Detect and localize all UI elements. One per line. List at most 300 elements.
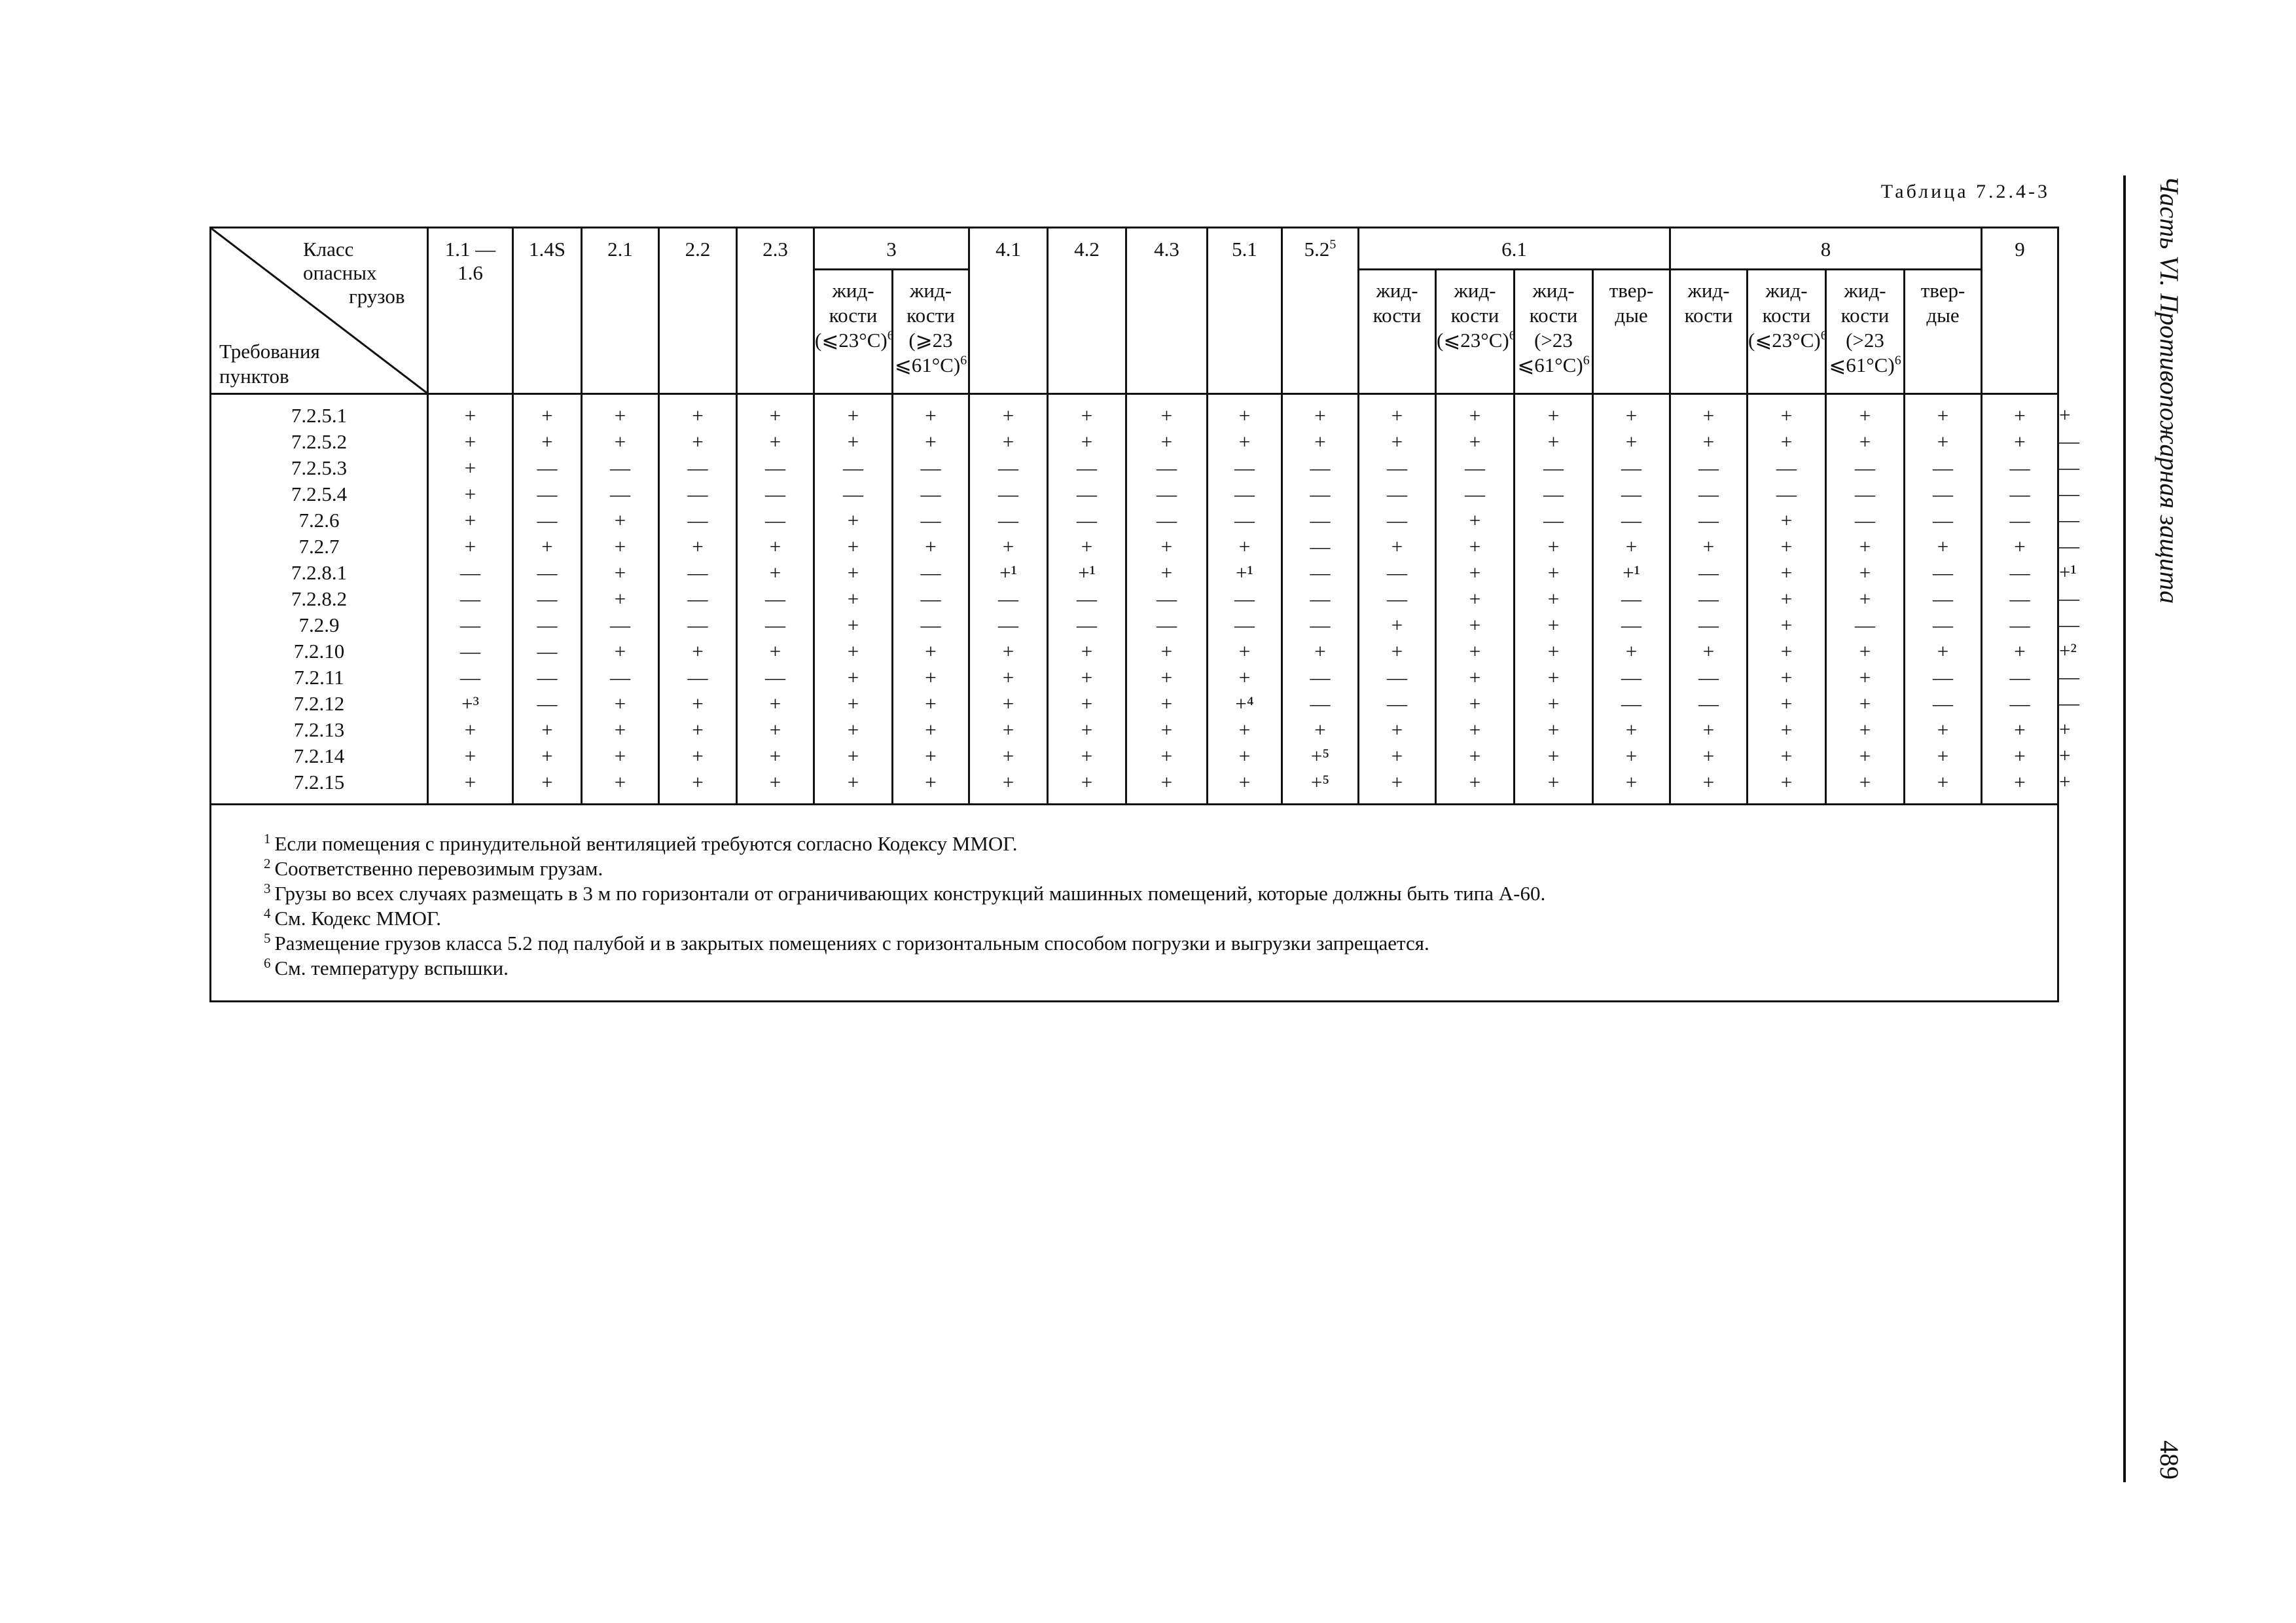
table-cell: + <box>1469 666 1481 689</box>
table-cell: — <box>1387 509 1407 532</box>
footnote <box>264 956 2057 981</box>
subheader-8-liquid <box>1670 270 1748 394</box>
table-cell: + <box>1160 771 1173 793</box>
table-cell: + <box>1547 535 1560 558</box>
footnote-ref: 6 <box>1509 328 1516 343</box>
table-cell: + <box>1547 613 1560 636</box>
table-cell: — <box>610 613 630 636</box>
table-cell: + <box>1625 430 1638 453</box>
table-cell: — <box>1310 509 1331 532</box>
table-cell: — <box>687 456 708 479</box>
table-cell: — <box>537 692 558 715</box>
table-cell: — <box>1310 692 1331 715</box>
subheader-6-1-liquid <box>1359 270 1436 394</box>
table-cell: — <box>1077 587 1097 610</box>
table-cell: + <box>1859 771 1871 793</box>
table-cell: — <box>1387 561 1407 584</box>
table-cell: + <box>1314 640 1326 663</box>
table-cell: + <box>1547 561 1560 584</box>
class-value-column <box>1359 394 1436 805</box>
subheader-line: (⩾23 <box>908 329 953 352</box>
class-value-column <box>1905 394 1982 805</box>
table-cell: + <box>1469 692 1481 715</box>
class-value-column <box>814 394 893 805</box>
subheader-6-1-liquid-le23 <box>1436 270 1515 394</box>
corner-class-label <box>290 238 405 308</box>
requirement-id: 7.2.5.3 <box>291 456 348 479</box>
footnote <box>264 881 2057 906</box>
table-cell: + <box>1081 744 1093 767</box>
subheader-line: кости <box>1450 304 1499 327</box>
footnote-number: 2 <box>264 855 271 871</box>
corner-header <box>211 228 428 394</box>
table-cell: + <box>925 744 937 767</box>
footnote-text: См. температуру вспышки. <box>274 957 509 979</box>
footnote-text: См. Кодекс ММОГ. <box>274 907 442 930</box>
table-cell: + <box>1391 404 1403 427</box>
table-cell: — <box>1310 613 1331 636</box>
table-cell: + <box>1702 718 1715 741</box>
footnote-text: Грузы во всех случаях размещать в 3 м по горизонтали от ограничивающих конструкций машинных помещений, которые должны быть типа А-60. <box>274 882 1546 905</box>
table-cell: — <box>1234 613 1255 636</box>
class-value-column <box>1515 394 1593 805</box>
table-cell: +⁵ <box>1310 744 1330 767</box>
table-cell: + <box>1469 509 1481 532</box>
requirement-id: 7.2.12 <box>293 692 345 715</box>
subheader-line: жид- <box>1376 279 1418 302</box>
table-cell: + <box>1081 430 1093 453</box>
table-cell: — <box>765 587 785 610</box>
table-cell: — <box>537 509 558 532</box>
class-value-column <box>659 394 737 805</box>
table-cell: + <box>925 666 937 689</box>
table-cell: + <box>541 771 553 793</box>
table-cell: + <box>1859 666 1871 689</box>
table-cell: + <box>1469 561 1481 584</box>
table-cell: — <box>765 613 785 636</box>
table-cell: — <box>920 561 941 584</box>
table-cell: + <box>2014 430 2026 453</box>
table-cell: + <box>1160 640 1173 663</box>
requirement-id: 7.2.8.1 <box>291 561 348 584</box>
subheader-8-liquid-le23 <box>1748 270 1826 394</box>
table-cell: + <box>1160 561 1173 584</box>
table-cell: + <box>1937 744 1949 767</box>
subheader-line: жид- <box>1687 279 1730 302</box>
table-cell: + <box>1859 430 1871 453</box>
table-cell: + <box>614 587 626 610</box>
subheader-line: ⩽61°С) <box>1517 354 1583 376</box>
table-cell: + <box>464 509 476 532</box>
corner-class-line: Класс <box>303 238 354 261</box>
table-cell: + <box>1002 744 1014 767</box>
table-cell: — <box>1621 613 1641 636</box>
subheader-line: (⩽23°С) <box>1437 329 1509 352</box>
table-cell: + <box>1469 613 1481 636</box>
table-cell: + <box>1780 430 1793 453</box>
footnote-number: 6 <box>264 955 271 971</box>
subheader-line: (⩽23°С) <box>815 329 888 352</box>
table-cell: + <box>692 535 704 558</box>
requirement-id: 7.2.13 <box>293 718 345 741</box>
table-cell: + <box>1081 404 1093 427</box>
table-cell: — <box>1855 613 1875 636</box>
table-cell: — <box>920 587 941 610</box>
table-cell: + <box>1002 692 1014 715</box>
table-cell: + <box>1081 771 1093 793</box>
table-cell: — <box>687 561 708 584</box>
subheader-line: жид- <box>1532 279 1575 302</box>
header-class-3: 3 <box>814 228 969 270</box>
table-cell: — <box>1543 483 1564 505</box>
footnote-ref: 6 <box>1894 353 1901 368</box>
requirement-id: 7.2.15 <box>293 771 345 793</box>
header-class-2-3: 2.3 <box>737 228 814 394</box>
table-cell: + <box>614 404 626 427</box>
table-cell: + <box>692 404 704 427</box>
table-cell: — <box>537 483 558 505</box>
table-cell: — <box>1387 666 1407 689</box>
table-cell: — <box>1855 509 1875 532</box>
table-cell: + <box>614 535 626 558</box>
table-cell: + <box>692 771 704 793</box>
table-cell: + <box>847 744 859 767</box>
table-cell: — <box>1698 587 1719 610</box>
table-cell: + <box>1702 404 1715 427</box>
table-cell: + <box>1391 744 1403 767</box>
table-cell: + <box>769 771 781 793</box>
table-cell: — <box>460 587 480 610</box>
table-cell: + <box>1780 666 1793 689</box>
table-cell: — <box>1698 666 1719 689</box>
table-cell: — <box>1465 483 1485 505</box>
requirements-column <box>211 394 428 805</box>
table-cell: — <box>687 483 708 505</box>
table-cell: + <box>1625 744 1638 767</box>
running-head-text: Часть VI. Противопожарная защита <box>2155 175 2184 604</box>
table-cell: + <box>1391 640 1403 663</box>
table-cell: — <box>1310 483 1331 505</box>
table-cell: — <box>1543 509 1564 532</box>
subheader-line: дые <box>1615 304 1648 327</box>
subheader-line: (>23 <box>1534 329 1573 352</box>
table-cell: + <box>1160 692 1173 715</box>
table-cell: + <box>769 718 781 741</box>
header-class-4-3: 4.3 <box>1126 228 1208 394</box>
table-cell: — <box>1933 509 1953 532</box>
footnote-text: Если помещения с принудительной вентиляцией требуются согласно Кодексу ММОГ. <box>274 832 1018 855</box>
table-cell: — <box>765 483 785 505</box>
table-cell: + <box>1780 404 1793 427</box>
table-cell: — <box>687 666 708 689</box>
class-value-column <box>969 394 1048 805</box>
table-cell: — <box>1234 456 1255 479</box>
class-value-column <box>1748 394 1826 805</box>
requirement-id: 7.2.10 <box>293 640 345 663</box>
table-cell: + <box>464 456 476 479</box>
table-cell: — <box>2009 613 2030 636</box>
table-cell: — <box>998 509 1018 532</box>
table-cell: + <box>1081 692 1093 715</box>
table-cell: — <box>765 666 785 689</box>
table-cell: + <box>614 718 626 741</box>
table-cell: + <box>1469 535 1481 558</box>
table-cell: — <box>2009 692 2030 715</box>
table-cell: + <box>1547 744 1560 767</box>
table-cell: + <box>1780 613 1793 636</box>
table-cell: — <box>1698 692 1719 715</box>
table-cell: + <box>692 744 704 767</box>
table-cell: — <box>1234 587 1255 610</box>
table-cell: + <box>1937 535 1949 558</box>
table-cell: + <box>2014 744 2026 767</box>
table-cell: — <box>537 613 558 636</box>
table-cell: + <box>925 430 937 453</box>
table-cell: + <box>2014 640 2026 663</box>
subheader-line: кости <box>1840 304 1890 327</box>
subheader-8-solid <box>1905 270 1982 394</box>
table-cell: — <box>1234 483 1255 505</box>
requirement-id: 7.2.8.2 <box>291 587 348 610</box>
table-cell: + <box>541 404 553 427</box>
table-cell: — <box>687 613 708 636</box>
table-cell: — <box>1776 483 1797 505</box>
table-cell: + <box>1391 430 1403 453</box>
corner-requirements-label <box>219 339 320 389</box>
footnote-ref: 6 <box>960 353 967 368</box>
requirement-id: 7.2.6 <box>298 509 340 532</box>
table-cell: + <box>847 692 859 715</box>
table-cell: + <box>925 771 937 793</box>
table-cell: + <box>1547 692 1560 715</box>
header-class-6-1: 6.1 <box>1359 228 1670 270</box>
table-cell: + <box>1547 404 1560 427</box>
table-cell: + <box>769 640 781 663</box>
header-class-4-2: 4.2 <box>1048 228 1126 394</box>
table-cell: + <box>1859 692 1871 715</box>
class-value-column <box>428 394 513 805</box>
subheader-line: ⩽61°С) <box>1829 354 1895 376</box>
table-cell: + <box>1238 718 1251 741</box>
footnote-ref: 6 <box>1820 328 1827 343</box>
table-cell: + <box>925 640 937 663</box>
table-cell: + <box>769 404 781 427</box>
table-cell: — <box>1621 666 1641 689</box>
table-cell: — <box>998 587 1018 610</box>
table-cell: + <box>464 483 476 505</box>
table-cell: — <box>843 456 863 479</box>
header-class-1-1-1-6 <box>428 228 513 394</box>
table-cell: + <box>1547 587 1560 610</box>
subheader-line: кости <box>1762 304 1811 327</box>
table-cell: + <box>925 404 937 427</box>
requirements-body: 7.2.5.1 7.2.5.2 7.2.5.3 7.2.5.4 7.2.6 7.2.7 7.2.8.1 7.2.8.2 7.2.9 7.2.10 7.2.11 7.2.12 7.2.13 7.2.14 7.2.15 + + + + + + — — — — — +³ + + + + + — — — + — — — — — — + + + + + — — + + + + — + — + + + + + + — — — + — — — + — + + + + + + — — — + + — — + — + + + + + + — — + + + + + + + + + + + + + — — — + — — — + + + + + + + + — — — + +¹ — — + + + + + + + + — — — + +¹ — — + + + + + + + + — — — + + — — + + + + + + + + — — — + +¹ — — + + +⁴ + + + + + — — — — — — — + — — + +⁵ +⁵ + + — — — + — — + + — — + + + + + — — + + + + + + + + + + + + + — — — + + + + + + + + + + + + — — — + +¹ — — + — — + + + + + — — — + — — — + — — + + + + + — — + + + + + + + + + + + + + — — — + + + — + + + + + + + + — — — + — — — + — — + + + + + — — — + — — — + — — + + + + — — — — — +¹ — — +² — — + + + <box>211 394 2058 805</box>
subheader-line: жид- <box>1454 279 1496 302</box>
table-cell: + <box>1625 771 1638 793</box>
table-cell: — <box>1621 456 1641 479</box>
table-cell: + <box>1314 430 1326 453</box>
table-cell: + <box>1469 404 1481 427</box>
table-cell: — <box>1933 613 1953 636</box>
table-cell: + <box>1859 535 1871 558</box>
table-cell: + <box>1937 404 1949 427</box>
class-value-column <box>582 394 659 805</box>
table-cell: + <box>1238 404 1251 427</box>
subheader-6-1-solid <box>1593 270 1670 394</box>
table-cell: +⁵ <box>1310 771 1330 793</box>
subheader-line: жид- <box>1765 279 1808 302</box>
table-cell: — <box>2009 483 2030 505</box>
footnotes <box>211 805 2058 1002</box>
footnote-number: 1 <box>264 830 271 847</box>
subheader-8-liquid-23-61 <box>1826 270 1905 394</box>
header-class-2-1: 2.1 <box>582 228 659 394</box>
requirement-id: 7.2.5.2 <box>291 430 348 453</box>
table-cell: + <box>1238 666 1251 689</box>
table-cell: + <box>1469 640 1481 663</box>
subheader-3-liquid-le23 <box>814 270 893 394</box>
table-cell: + <box>1625 718 1638 741</box>
table-cell: + <box>1702 640 1715 663</box>
table-cell: — <box>1310 535 1331 558</box>
table-cell: — <box>537 666 558 689</box>
table-cell: — <box>920 613 941 636</box>
table-cell: + <box>1469 744 1481 767</box>
table-cell: — <box>610 456 630 479</box>
table-cell: + <box>1780 692 1793 715</box>
table-cell: + <box>1391 535 1403 558</box>
table-cell: + <box>1780 718 1793 741</box>
table-cell: + <box>2014 404 2026 427</box>
table-cell: + <box>614 744 626 767</box>
table-cell: + <box>614 692 626 715</box>
table-cell: — <box>1077 483 1097 505</box>
class-value-column <box>1670 394 1748 805</box>
table-cell: + <box>1391 613 1403 636</box>
table-cell: + <box>1547 718 1560 741</box>
table-cell: + <box>1859 640 1871 663</box>
subheader-line: (>23 <box>1846 329 1884 352</box>
footnote <box>264 906 2057 931</box>
class-value-column <box>737 394 814 805</box>
table-cell: — <box>1234 509 1255 532</box>
table-cell: — <box>1157 587 1177 610</box>
header-class-5-2 <box>1282 228 1359 394</box>
table-cell: + <box>1391 771 1403 793</box>
table-cell: + <box>2014 535 2026 558</box>
table-cell: — <box>765 509 785 532</box>
table-cell: + <box>464 404 476 427</box>
table-cell: — <box>2009 509 2030 532</box>
table-cell: + <box>1469 718 1481 741</box>
table-cell: + <box>541 535 553 558</box>
footnote-ref: 6 <box>887 328 894 343</box>
table-cell: + <box>1780 561 1793 584</box>
table-cell: + <box>1238 430 1251 453</box>
table-cell: + <box>1314 404 1326 427</box>
table-cell: — <box>2009 587 2030 610</box>
table-cell: + <box>1702 771 1715 793</box>
table-cell: + <box>1081 666 1093 689</box>
footnote <box>264 931 2057 956</box>
table-cell: + <box>614 509 626 532</box>
subheader-line: (⩽23°С) <box>1748 329 1821 352</box>
table-cell: + <box>1780 744 1793 767</box>
corner-req-line: пунктов <box>219 365 289 388</box>
table-cell: — <box>1776 456 1797 479</box>
footnote-number: 5 <box>264 930 271 946</box>
table-cell: — <box>1933 561 1953 584</box>
subheader-6-1-liquid-23-61 <box>1515 270 1593 394</box>
table-cell: — <box>1933 483 1953 505</box>
table-cell: +¹ <box>999 561 1017 584</box>
table-cell: — <box>920 456 941 479</box>
table-cell: + <box>1625 640 1638 663</box>
table-cell: + <box>464 718 476 741</box>
subheader-line: дые <box>1926 304 1960 327</box>
table-cell: — <box>998 613 1018 636</box>
table-cell: + <box>925 692 937 715</box>
header-class-9: 9 <box>1982 228 2058 394</box>
subheader-line: жид- <box>909 279 952 302</box>
header-line: 1.6 <box>457 261 483 284</box>
subheader-line: твер- <box>1920 279 1965 302</box>
table-cell: — <box>1621 509 1641 532</box>
table-cell: — <box>1933 587 1953 610</box>
table-cell: — <box>1621 483 1641 505</box>
table-cell: + <box>847 509 859 532</box>
table-cell: — <box>687 509 708 532</box>
requirement-id: 7.2.11 <box>294 666 344 689</box>
table-cell: + <box>1469 771 1481 793</box>
subheader-line: ⩽61°С) <box>894 354 961 376</box>
table-cell: + <box>1160 430 1173 453</box>
class-value-column <box>1982 394 2058 805</box>
table-cell: + <box>847 640 859 663</box>
table-cell: + <box>1937 640 1949 663</box>
table-cell: + <box>1002 718 1014 741</box>
table-cell: + <box>847 430 859 453</box>
table-cell: + <box>1469 587 1481 610</box>
table-cell: — <box>610 483 630 505</box>
table-cell: + <box>847 718 859 741</box>
class-value-column <box>1826 394 1905 805</box>
subheader-line: кости <box>1529 304 1578 327</box>
table-cell: + <box>1625 404 1638 427</box>
table-cell: + <box>2014 718 2026 741</box>
table-cell: + <box>769 430 781 453</box>
table-cell: + <box>847 613 859 636</box>
table-cell: + <box>692 430 704 453</box>
table-cell: — <box>1855 456 1875 479</box>
table-cell: — <box>1543 456 1564 479</box>
table-cell: — <box>1387 456 1407 479</box>
page-number-text: 489 <box>2155 1440 2184 1480</box>
table-cell: — <box>998 483 1018 505</box>
footnote-ref: 6 <box>1583 353 1590 368</box>
table-cell: — <box>1077 456 1097 479</box>
table-cell: + <box>1937 771 1949 793</box>
subheader-3-liquid-23-61 <box>893 270 969 394</box>
table-cell: + <box>1081 640 1093 663</box>
table-cell: + <box>614 640 626 663</box>
table-cell: +¹ <box>1236 561 1253 584</box>
table-cell: — <box>1465 456 1485 479</box>
table-cell: — <box>1621 587 1641 610</box>
table-cell: + <box>769 535 781 558</box>
table-cell: — <box>1933 666 1953 689</box>
table-cell: + <box>1002 430 1014 453</box>
